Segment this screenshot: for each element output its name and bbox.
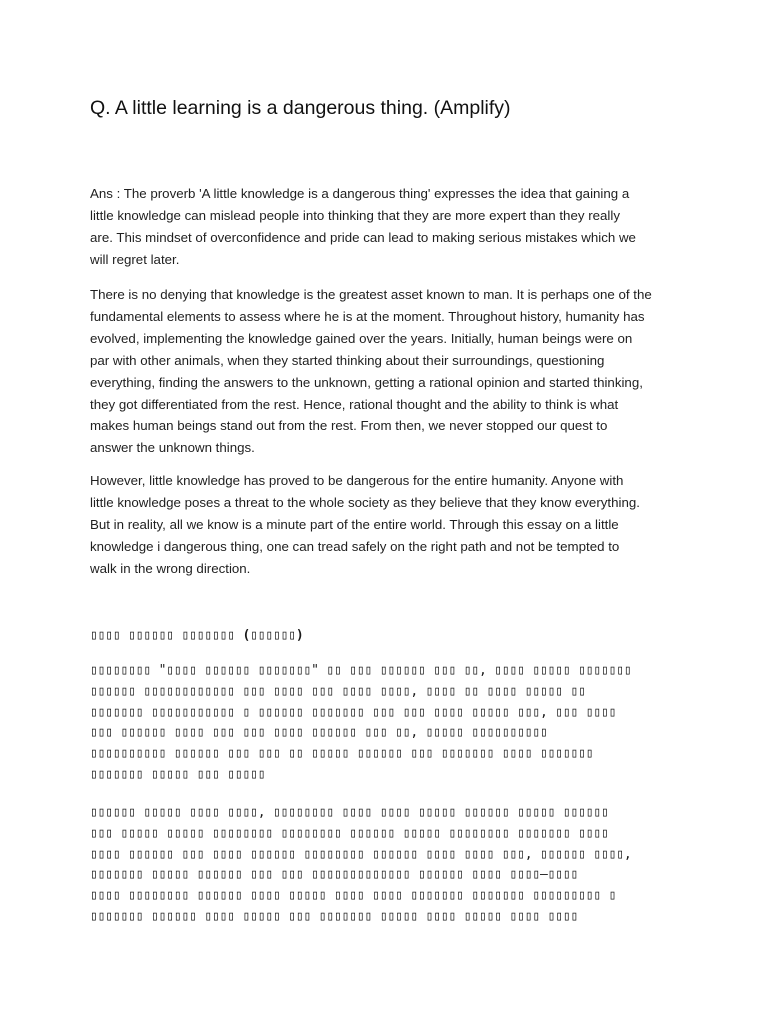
text-line: ▯▯▯▯▯▯▯ ▯▯▯▯▯ ▯▯▯ ▯▯▯▯▯: [90, 766, 266, 782]
english-paragraph-2: [90, 284, 690, 459]
text-line: ▯▯▯▯ ▯▯▯▯▯▯ ▯▯▯ ▯▯▯▯ ▯▯▯▯▯▯ ▯▯▯▯▯▯▯▯ ▯▯▯▯▯▯ ▯▯▯▯ ▯▯▯▯ ▯▯▯, ▯▯▯▯▯▯ ▯▯▯▯,: [90, 846, 632, 862]
bengali-paragraph-2: [90, 803, 690, 928]
text-line: par with other animals, when they started thinking about their surroundings, questioning: [90, 352, 605, 368]
bengali-paragraph-1: [90, 661, 690, 786]
english-paragraph-1: [90, 183, 690, 271]
text-line: ▯▯▯ ▯▯▯▯▯▯ ▯▯▯▯ ▯▯▯ ▯▯▯ ▯▯▯▯ ▯▯▯▯▯▯ ▯▯▯ ▯▯, ▯▯▯▯▯ ▯▯▯▯▯▯▯▯▯▯: [90, 725, 548, 741]
text-line: But in reality, all we know is a minute part of the entire world. Through this essay on a little: [90, 516, 619, 532]
text-line: ▯▯▯▯ ▯▯▯▯▯▯▯▯ ▯▯▯▯▯▯ ▯▯▯▯ ▯▯▯▯▯ ▯▯▯▯ ▯▯▯▯ ▯▯▯▯▯▯▯ ▯▯▯▯▯▯▯ ▯▯▯▯▯▯▯▯▯ ▯: [90, 888, 617, 904]
page-title: Q. A little learning is a dangerous thing. (Amplify): [90, 97, 511, 119]
text-line: evolved, implementing the knowledge gained over the years. Initially, human beings were on: [90, 330, 633, 346]
text-line: ▯▯▯▯▯▯▯ ▯▯▯▯▯▯ ▯▯▯▯ ▯▯▯▯▯ ▯▯▯ ▯▯▯▯▯▯▯ ▯▯▯▯▯ ▯▯▯▯ ▯▯▯▯▯ ▯▯▯▯ ▯▯▯▯: [90, 908, 579, 924]
text-line: knowledge i dangerous thing, one can tread safely on the right path and not be tempted to: [90, 538, 620, 554]
text-line: ▯▯▯▯▯▯▯▯▯▯ ▯▯▯▯▯▯ ▯▯▯ ▯▯▯ ▯▯ ▯▯▯▯▯ ▯▯▯▯▯▯ ▯▯▯ ▯▯▯▯▯▯▯ ▯▯▯▯ ▯▯▯▯▯▯▯: [90, 746, 594, 762]
text-line: fundamental elements to assess where he is at the moment. Throughout history, humanity has: [90, 308, 645, 324]
text-line: little knowledge can mislead people into thinking that they are more expert than they really: [90, 207, 620, 223]
text-line: are. This mindset of overconfidence and pride can lead to making serious mistakes which we: [90, 229, 636, 245]
bengali-heading: ▯▯▯▯ ▯▯▯▯▯▯ ▯▯▯▯▯▯▯ (▯▯▯▯▯▯): [90, 628, 304, 643]
text-line: ▯▯▯▯▯▯▯ ▯▯▯▯▯▯▯▯▯▯▯ ▯ ▯▯▯▯▯▯ ▯▯▯▯▯▯▯ ▯▯▯ ▯▯▯ ▯▯▯▯ ▯▯▯▯▯ ▯▯▯, ▯▯▯ ▯▯▯▯: [90, 704, 617, 720]
text-line: There is no denying that knowledge is the greatest asset known to man. It is perhaps one of the: [90, 287, 652, 302]
text-line: ▯▯▯▯▯▯ ▯▯▯▯▯ ▯▯▯▯ ▯▯▯▯, ▯▯▯▯▯▯▯▯ ▯▯▯▯ ▯▯▯▯ ▯▯▯▯▯ ▯▯▯▯▯▯ ▯▯▯▯▯ ▯▯▯▯▯▯: [90, 805, 609, 820]
text-line: Ans : The proverb 'A little knowledge is a dangerous thing' expresses the idea that gaining a: [90, 186, 630, 201]
english-paragraph-3: [90, 470, 690, 580]
text-line: they got differentiated from the rest. Hence, rational thought and the ability to think is what: [90, 396, 619, 412]
text-line: However, little knowledge has proved to be dangerous for the entire humanity. Anyone with: [90, 473, 624, 488]
text-line: ▯▯▯▯▯▯ ▯▯▯▯▯▯▯▯▯▯▯▯ ▯▯▯ ▯▯▯▯ ▯▯▯ ▯▯▯▯ ▯▯▯▯, ▯▯▯▯ ▯▯ ▯▯▯▯ ▯▯▯▯▯ ▯▯: [90, 683, 586, 699]
text-line: ▯▯▯ ▯▯▯▯▯ ▯▯▯▯▯ ▯▯▯▯▯▯▯▯ ▯▯▯▯▯▯▯▯ ▯▯▯▯▯▯ ▯▯▯▯▯ ▯▯▯▯▯▯▯▯ ▯▯▯▯▯▯▯ ▯▯▯▯: [90, 825, 609, 841]
text-line: little knowledge poses a threat to the whole society as they believe that they know everything.: [90, 494, 640, 510]
text-line: will regret later.: [90, 251, 180, 267]
text-line: ▯▯▯▯▯▯▯▯ "▯▯▯▯ ▯▯▯▯▯▯ ▯▯▯▯▯▯▯" ▯▯ ▯▯▯ ▯▯▯▯▯▯ ▯▯▯ ▯▯, ▯▯▯▯ ▯▯▯▯▯ ▯▯▯▯▯▯▯: [90, 663, 632, 678]
text-line: answer the unknown things.: [90, 440, 255, 456]
text-line: walk in the wrong direction.: [90, 560, 251, 576]
text-line: everything, finding the answers to the unknown, getting a rational opinion and started thinking,: [90, 374, 643, 390]
text-line: makes human beings stand out from the rest. From then, we never stopped our quest to: [90, 418, 608, 434]
text-line: ▯▯▯▯▯▯▯ ▯▯▯▯▯ ▯▯▯▯▯▯ ▯▯▯ ▯▯▯ ▯▯▯▯▯▯▯▯▯▯▯▯▯ ▯▯▯▯▯▯ ▯▯▯▯ ▯▯▯▯—▯▯▯▯: [90, 867, 579, 883]
